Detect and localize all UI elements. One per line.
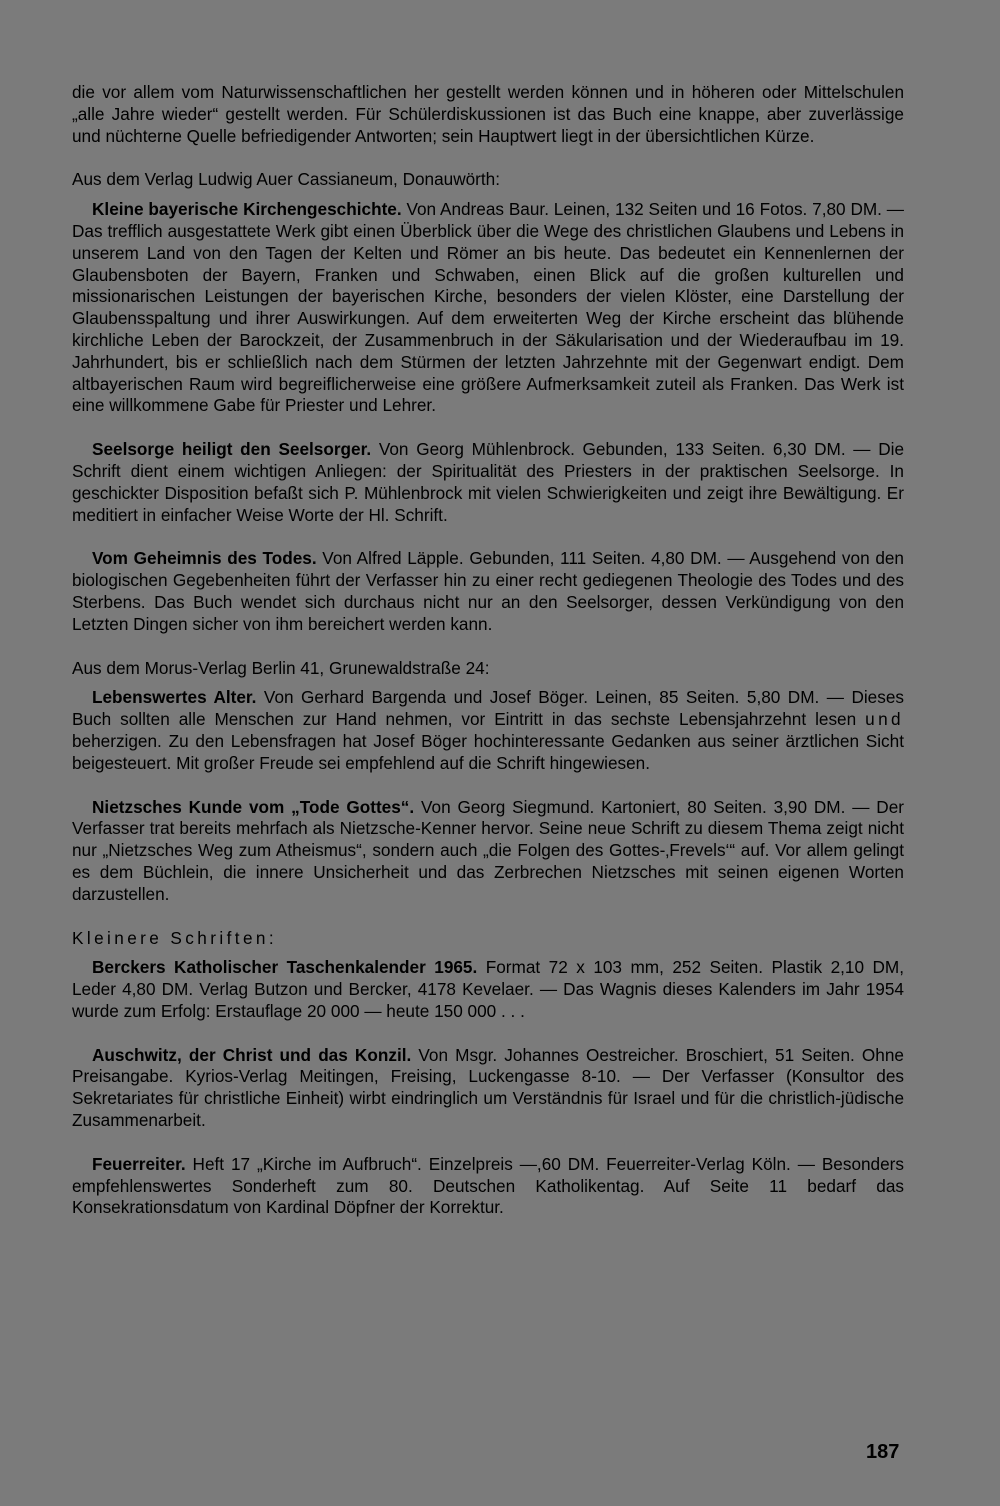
review-entry-bayerische-kirchengeschichte: [72, 199, 904, 417]
entry-emphasis: und: [865, 709, 904, 730]
page-number: 187: [866, 1441, 900, 1463]
entry-text: beherzigen. Zu den Lebensfragen hat Josef Böger hochinteressante Gedanken aus seiner ärztlichen Sicht beigesteuert. Mit großer Freude sei empfehlend auf die Schrift hingewiesen.: [72, 730, 904, 773]
entry-text: Von Gerhard Bargenda und Josef Böger. Leinen, 85 Seiten. 5,80 DM. — Dieses Buch sollten alle Menschen zur Hand nehmen, vor Eintritt in das sechste Lebensjahrzehnt lesen: [72, 687, 904, 730]
review-entry-seelsorge: [72, 439, 904, 526]
entry-title: Seelsorge heiligt den Seelsorger.: [92, 439, 372, 460]
entry-title: Berckers Katholischer Taschenkalender 1965.: [92, 957, 478, 978]
section-heading-morus: Aus dem Morus-Verlag Berlin 41, Grunewaldstraße 24:: [72, 657, 490, 678]
entry-text: Von Georg Mühlenbrock. Gebunden, 133 Seiten. 6,30 DM. — Die Schrift dient einem wichtigen Anliegen: der Spiritualität des Priesters in der praktischen Seelsorge. In geschickter Disposition befaßt sich P. Mühlenbrock mit vielen Schwierigkeiten und zeigt ihre Bewältigung. Er meditiert in einfacher Weise Worte der Hl. Schrift.: [72, 439, 904, 525]
entry-text: Von Alfred Läpple. Gebunden, 111 Seiten. 4,80 DM. — Ausgehend von den biologischen Gegebenheiten führt der Verfasser hin zu einer recht gediegenen Theologie des Todes und des Sterbens. Das Buch wendet sich durchaus nicht nur an den Seelsorger, dessen Verkündigung von den Letzten Dingen sicher von ihm bereichert werden kann.: [72, 548, 904, 634]
section-heading-auer: Aus dem Verlag Ludwig Auer Cassianeum, Donauwörth:: [72, 169, 501, 190]
entry-title: Feuerreiter.: [92, 1153, 186, 1174]
review-entry-taschenkalender: [72, 957, 904, 1022]
review-entry-nietzsches-kunde: [72, 797, 904, 906]
entry-text: Format 72 x 103 mm, 252 Seiten. Plastik 2,10 DM, Leder 4,80 DM. Verlag Butzon und Bercker, 4178 Kevelaer. — Das Wagnis dieses Kalenders im Jahr 1954 wurde zum Erfolg: Erstauflage 20 000 — heute 150 000 . . .: [72, 957, 905, 1021]
entry-title: Auschwitz, der Christ und das Konzil.: [92, 1044, 412, 1065]
entry-title: Nietzsches Kunde vom „Tode Gottes“.: [92, 796, 415, 817]
entry-text: Heft 17 „Kirche im Aufbruch“. Einzelpreis —,60 DM. Feuerreiter-Verlag Köln. — Besonders empfehlenswertes Sonderheft zum 80. Deutschen Katholikentag. Auf Seite 11 bedarf das Konsekrationsdatum von Kardinal Döpfner der Korrektur.: [72, 1153, 904, 1218]
review-entry-lebenswertes-alter: [72, 687, 904, 774]
entry-text: Von Msgr. Johannes Oestreicher. Broschiert, 51 Seiten. Ohne Preisangabe. Kyrios-Verlag Meitingen, Freising, Luckengasse 8-10. — Der Verfasser (Konsultor des Sekretariates für christliche Einheit) wirbt eindringlich um Verständnis für Israel und für die christlich-jüdische Zusammenarbeit.: [72, 1044, 904, 1131]
intro-paragraph: die vor allem vom Naturwissenschaftlichen her gestellt werden können und in höheren oder Mittelschulen „alle Jahre wieder“ gestellt werden. Für Schülerdiskussionen ist das Buch eine knappe, aber zuverlässige und nüchterne Quelle befriedigender Antworten; sein Hauptwert liegt in der übersichtlichen Kürze.: [72, 82, 904, 146]
entry-text: Von Georg Siegmund. Kartoniert, 80 Seiten. 3,90 DM. — Der Verfasser trat bereits mehrfach als Nietzsche-Kenner hervor. Seine neue Schrift zu diesem Thema zeigt nicht nur „Nietzsches Weg zum Atheismus“, sondern auch „die Folgen des Gottes-‚Frevels‘“ auf. Vor allem gelingt es dem Büchlein, die innere Unsicherheit und das Zerbrechen Nietzsches mit seinen eigenen Worten darzustellen.: [72, 796, 904, 904]
review-entry-feuerreiter: [72, 1154, 904, 1219]
entry-title: Lebenswertes Alter.: [92, 687, 257, 708]
text-column: [72, 82, 904, 1219]
section-heading-kleinere-schriften: Kleinere Schriften:: [72, 927, 278, 948]
entry-title: Kleine bayerische Kirchengeschichte.: [92, 199, 402, 220]
entry-text: Von Andreas Baur. Leinen, 132 Seiten und 16 Fotos. 7,80 DM. — Das trefflich ausgestattete Werk gibt einen Überblick über die Wege des christlichen Glaubens und Lebens in unserem Land von den Tagen der Kelten und Römer an bis heute. Das bedeutet ein Kennenlernen der Glaubensboten der Bayern, Franken und Schwaben, einen Blick auf die großen kulturellen und missionarischen Leistungen der bayerischen Kirche, besonders der vielen Klöster, eine Darstellung der Glaubensspaltung und ihrer Auswirkungen. Auf dem erweiterten Weg der Kirche erscheint das blühende kirchliche Leben der Barockzeit, der Zusammenbruch in der Säkularisation und der Wiederaufbau im 19. Jahrhundert, bis er schließlich nach dem Stürmen der letzten Jahrzehnte mit der Gegenwart endigt. Dem altbayerischen Raum wird begreiflicherweise eine größere Aufmerksamkeit zuteil als Franken. Das Werk ist eine willkommene Gabe für Priester und Lehrer.: [72, 199, 904, 416]
entry-title: Vom Geheimnis des Todes.: [92, 548, 317, 569]
review-entry-auschwitz: [72, 1045, 904, 1132]
review-entry-geheimnis-des-todes: [72, 548, 904, 635]
